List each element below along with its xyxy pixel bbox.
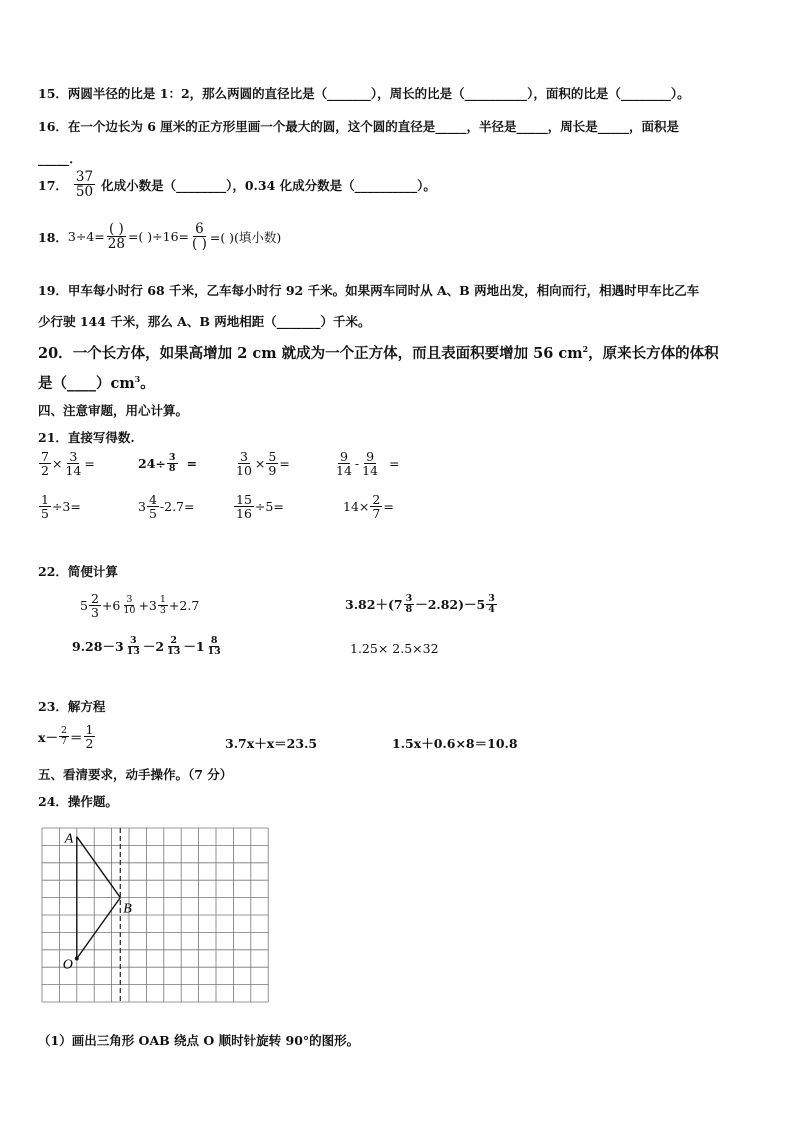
denominator: 4 <box>488 603 495 615</box>
numerator: 37 <box>75 169 94 185</box>
question-22-title: 22．简便计算 <box>38 564 118 579</box>
question-24-title: 24．操作题。 <box>38 794 118 809</box>
expression-part: =( )÷16= <box>127 229 190 245</box>
denominator: 10 <box>236 463 252 479</box>
operator: - <box>354 456 360 472</box>
numerator: 4 <box>148 492 157 507</box>
denominator: 7 <box>372 506 381 522</box>
grid-lines <box>42 828 268 1002</box>
numerator: 3 <box>126 594 133 606</box>
operator: = <box>383 499 394 515</box>
fraction <box>266 450 278 477</box>
numerator: 9 <box>366 449 375 464</box>
question-17 <box>38 170 436 199</box>
expression-part: －2.82)－5 <box>415 597 486 613</box>
numerator: 1 <box>85 722 94 737</box>
numerator: 7 <box>41 449 49 464</box>
expression-part: 9.28－3 <box>72 639 124 655</box>
denominator: 5 <box>148 506 157 522</box>
calc-item <box>138 493 194 520</box>
fraction <box>84 723 96 750</box>
question-number: 20． <box>38 345 73 362</box>
numerator: 2 <box>90 591 99 606</box>
fraction <box>234 450 254 477</box>
question-number: 16． <box>38 119 68 134</box>
expression-part: －1 <box>183 639 205 655</box>
operator: = <box>279 456 290 472</box>
question-text: 两圆半径的比是 1：2，那么两圆的直径比是（_______），周长的比是（__________），面积的比是（________）。 <box>67 86 690 101</box>
numerator: 15 <box>236 492 252 507</box>
fraction <box>334 450 354 477</box>
numerator: 1 <box>41 492 49 507</box>
question-text: 一个长方体，如果高增加 2 cm 就成为一个正方体，而且表面积要增加 56 cm <box>72 345 583 362</box>
grid-figure <box>36 822 270 1014</box>
denominator: 13 <box>126 645 140 657</box>
fraction <box>39 450 51 477</box>
label-a: A <box>64 831 74 847</box>
denominator: 13 <box>207 645 221 657</box>
fraction <box>125 636 142 657</box>
fraction <box>106 222 127 251</box>
operator: × <box>51 456 63 472</box>
calc-item <box>343 493 394 520</box>
question-text: 是（____）cm <box>38 375 135 392</box>
question-text: 。 <box>140 375 155 392</box>
question-text: 化成小数是（________），0.34 化成分数是（__________）。 <box>101 177 436 193</box>
numerator: 3 <box>69 449 78 464</box>
point-o <box>75 957 79 961</box>
question-number: 18． <box>38 229 68 245</box>
question-21-title: 21．直接写得数. <box>38 430 135 445</box>
label-b: B <box>123 901 132 917</box>
denominator: 28 <box>107 236 125 253</box>
question-24-task: （1）画出三角形 OAB 绕点 O 顺时针旋转 90°的图形。 <box>38 1033 360 1048</box>
question-23-title: 23．解方程 <box>38 699 106 714</box>
expression-part: ÷5= <box>254 499 284 515</box>
denominator: 2 <box>85 736 94 752</box>
whole-number: 5 <box>80 598 88 614</box>
expression-part: ÷3= <box>51 499 81 515</box>
numerator: 3 <box>239 449 248 464</box>
numerator: 8 <box>210 635 218 646</box>
whole-number: 3 <box>138 499 146 515</box>
question-20 <box>38 342 719 363</box>
denominator: 3 <box>159 605 166 617</box>
operator: = <box>84 456 95 472</box>
question-number: 15． <box>38 86 68 101</box>
numerator: 2 <box>372 492 381 507</box>
numerator: 6 <box>195 221 204 237</box>
superscript: 3 <box>134 374 141 385</box>
denominator: 5 <box>41 506 49 522</box>
segment-bo <box>77 898 121 959</box>
question-19 <box>38 281 699 299</box>
question-16-continuation: _____． <box>38 151 82 166</box>
fraction <box>121 595 137 616</box>
operator: × <box>254 456 266 472</box>
numerator: 3 <box>488 593 495 604</box>
fraction <box>165 636 182 657</box>
fraction <box>234 493 254 520</box>
calc-item <box>80 592 199 619</box>
denominator: 14 <box>65 463 82 479</box>
expression-part: +3 <box>138 598 157 614</box>
denominator: 8 <box>405 603 413 615</box>
calc-item <box>38 493 81 520</box>
section-heading-5: 五、看清要求，动手操作。（7 分） <box>38 767 233 782</box>
expression-part: 24÷ <box>138 455 166 471</box>
calc-item: 1.25× 2.5×32 <box>350 641 439 656</box>
question-text: ，原来长方体的体积 <box>588 345 719 362</box>
fraction <box>167 453 178 474</box>
equation-item <box>38 723 96 750</box>
operator: = <box>186 455 197 471</box>
calc-item <box>38 450 95 477</box>
fraction <box>370 493 382 520</box>
section-heading-4: 四、注意审题，用心计算。 <box>38 403 189 418</box>
denominator: 14 <box>362 463 379 479</box>
denominator: ( ) <box>192 236 207 253</box>
fraction <box>404 594 415 615</box>
fraction <box>147 493 159 520</box>
denominator: 2 <box>41 463 49 479</box>
equation-item: 1.5x＋0.6×8＝10.8 <box>392 736 518 751</box>
expression-part: 3.82＋(7 <box>345 597 403 613</box>
calc-item <box>233 493 284 520</box>
fraction <box>74 170 95 199</box>
numerator: 5 <box>268 449 277 464</box>
expression-part: +2.7 <box>168 598 200 614</box>
numerator: 3 <box>129 635 137 646</box>
question-19-continuation: 少行驶 144 千米，那么 A、B 两地相距（_______）千米。 <box>38 314 371 329</box>
denominator: 7 <box>60 736 67 748</box>
expression-part: =( )(填小数) <box>209 229 282 245</box>
expression-part: 14× <box>343 499 370 515</box>
fraction <box>360 450 380 477</box>
question-15 <box>38 84 690 102</box>
fraction <box>89 592 101 619</box>
operator: = <box>389 456 400 472</box>
question-18 <box>38 222 281 251</box>
expression-part: +6 <box>101 598 121 614</box>
question-text: 甲车每小时行 68 千米，乙车每小时行 92 千米。如果两车同时从 A、B 两地出发，相向而行，相遇时甲车比乙车 <box>67 283 700 298</box>
numerator: 3 <box>405 593 413 604</box>
question-text: 在一个边长为 6 厘米的正方形里画一个最大的圆，这个圆的直径是_____，半径是_____，周长是_____，面积是 <box>67 119 680 134</box>
denominator: 9 <box>268 463 277 479</box>
numerator: 2 <box>170 635 178 646</box>
fraction <box>206 636 223 657</box>
calc-item <box>72 636 224 657</box>
expression-part: x－ <box>38 729 58 745</box>
numerator: 2 <box>60 725 67 737</box>
label-o: O <box>62 957 73 973</box>
denominator: 50 <box>75 184 94 201</box>
numerator: 1 <box>159 594 166 606</box>
fraction <box>486 594 497 615</box>
expression-part: 3÷4= <box>67 229 105 245</box>
calc-item <box>345 594 498 615</box>
equation-item: 3.7x＋x＝23.5 <box>225 736 318 751</box>
calc-item <box>333 450 400 477</box>
question-number: 17． <box>38 177 68 193</box>
denominator: 8 <box>168 462 176 474</box>
fraction <box>158 595 168 616</box>
denominator: 3 <box>90 605 99 621</box>
fraction <box>63 450 83 477</box>
expression-part: －2 <box>142 639 165 655</box>
question-16 <box>38 117 679 135</box>
numerator: 3 <box>168 452 176 463</box>
fraction <box>59 726 69 747</box>
question-number: 19． <box>38 283 68 298</box>
denominator: 14 <box>336 463 352 479</box>
calc-item <box>138 453 197 474</box>
numerator: 9 <box>339 449 348 464</box>
denominator: 10 <box>123 605 136 617</box>
calc-item <box>233 450 290 477</box>
fraction <box>39 493 51 520</box>
denominator: 13 <box>167 645 181 657</box>
superscript: 2 <box>582 344 589 355</box>
operator: ＝ <box>70 729 83 745</box>
expression-part: -2.7= <box>159 499 195 515</box>
denominator: 16 <box>236 506 252 522</box>
numerator: ( ) <box>108 221 124 237</box>
fraction <box>190 222 209 251</box>
segment-ab <box>77 837 121 898</box>
question-20-continuation <box>38 372 155 393</box>
